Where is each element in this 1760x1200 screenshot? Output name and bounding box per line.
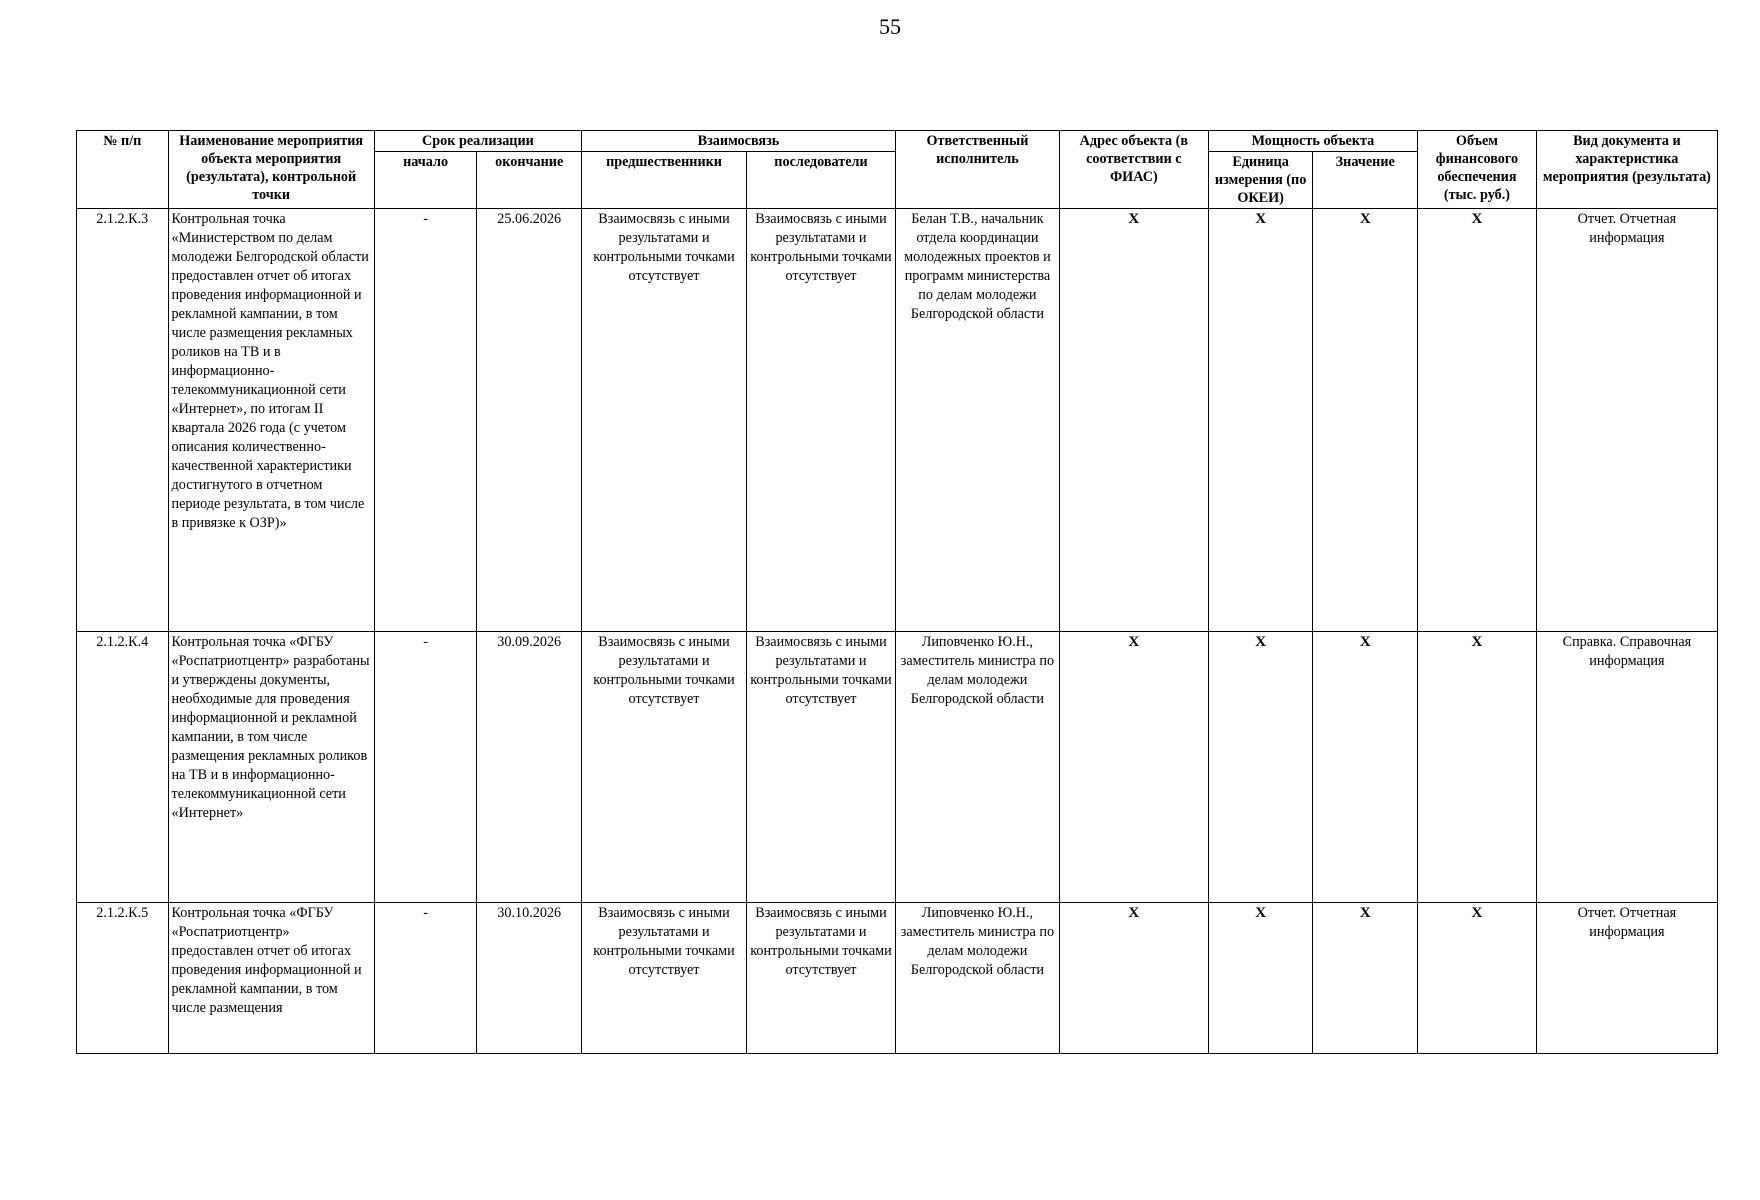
cell-name: Контрольная точка «Министерством по делам молодежи Белгородской области предоставлен отчет об итогах проведения информационной и рекламной кампании, в том числе размещения рекламных роликов на ТВ и в информационно-телекоммуникационной сети «Интернет», по итогам II квартала 2026 года (с учетом описания количественно-качественной характеристики достигнутого в отчетном периоде результата, в том числе в привязке к ОЗР)» <box>168 209 374 632</box>
cell-finance: X <box>1418 632 1537 903</box>
cell-value: X <box>1313 903 1418 1054</box>
cell-predecessors: Взаимосвязь с иными результатами и контрольными точками отсутствует <box>582 209 747 632</box>
cell-successors: Взаимосвязь с иными результатами и контрольными точками отсутствует <box>747 903 896 1054</box>
table-row <box>77 209 1718 632</box>
cell-finance: X <box>1418 903 1537 1054</box>
plan-table <box>76 130 1718 1054</box>
header-value: Значение <box>1313 152 1418 209</box>
cell-name: Контрольная точка «ФГБУ «Роспатриотцентр» разработаны и утверждены документы, необходимые для проведения информационной и рекламной кампании, в том числе размещения рекламных роликов на ТВ и в информационно-телекоммуникационной сети «Интернет» <box>168 632 374 903</box>
cell-address: X <box>1059 903 1208 1054</box>
table-row <box>77 903 1718 1054</box>
header-doc-type: Вид документа и характеристика мероприятия (результата) <box>1536 131 1717 209</box>
cell-start: - <box>374 903 477 1054</box>
cell-doc-type: Справка. Справочная информация <box>1536 632 1717 903</box>
cell-successors: Взаимосвязь с иными результатами и контрольными точками отсутствует <box>747 209 896 632</box>
header-term-start: начало <box>374 152 477 209</box>
cell-predecessors: Взаимосвязь с иными результатами и контрольными точками отсутствует <box>582 903 747 1054</box>
header-relation: Взаимосвязь <box>582 131 896 152</box>
header-row-1 <box>77 131 1718 152</box>
header-predecessors: предшественники <box>582 152 747 209</box>
cell-end: 30.09.2026 <box>477 632 582 903</box>
cell-value: X <box>1313 632 1418 903</box>
cell-unit: X <box>1208 209 1313 632</box>
page-number: 55 <box>879 14 901 39</box>
cell-start: - <box>374 209 477 632</box>
header-address: Адрес объекта (в соответствии с ФИАС) <box>1059 131 1208 209</box>
cell-address: X <box>1059 209 1208 632</box>
cell-responsible: Липовченко Ю.Н., заместитель министра по делам молодежи Белгородской области <box>895 632 1059 903</box>
table-row <box>77 632 1718 903</box>
cell-doc-type: Отчет. Отчетная информация <box>1536 209 1717 632</box>
header-num: № п/п <box>77 131 169 209</box>
header-unit: Единица измерения (по ОКЕИ) <box>1208 152 1313 209</box>
cell-responsible: Липовченко Ю.Н., заместитель министра по делам молодежи Белгородской области <box>895 903 1059 1054</box>
header-term-end: окончание <box>477 152 582 209</box>
cell-start: - <box>374 632 477 903</box>
header-capacity: Мощность объекта <box>1208 131 1417 152</box>
cell-predecessors: Взаимосвязь с иными результатами и контрольными точками отсутствует <box>582 632 747 903</box>
cell-unit: X <box>1208 632 1313 903</box>
cell-name: Контрольная точка «ФГБУ «Роспатриотцентр» предоставлен отчет об итогах проведения информационной и рекламной кампании, в том числе размещения <box>168 903 374 1054</box>
cell-unit: X <box>1208 903 1313 1054</box>
cell-value: X <box>1313 209 1418 632</box>
cell-responsible: Белан Т.В., начальник отдела координации молодежных проектов и программ министерства по делам молодежи Белгородской области <box>895 209 1059 632</box>
header-finance: Объем финансового обеспечения (тыс. руб.) <box>1418 131 1537 209</box>
header-responsible: Ответственный исполнитель <box>895 131 1059 209</box>
cell-num: 2.1.2.К.4 <box>77 632 169 903</box>
cell-num: 2.1.2.К.3 <box>77 209 169 632</box>
cell-end: 30.10.2026 <box>477 903 582 1054</box>
header-successors: последователи <box>747 152 896 209</box>
header-term: Срок реализации <box>374 131 581 152</box>
cell-num: 2.1.2.К.5 <box>77 903 169 1054</box>
header-name: Наименование мероприятия объекта мероприятия (результата), контрольной точки <box>168 131 374 209</box>
cell-finance: X <box>1418 209 1537 632</box>
cell-successors: Взаимосвязь с иными результатами и контрольными точками отсутствует <box>747 632 896 903</box>
cell-doc-type: Отчет. Отчетная информация <box>1536 903 1717 1054</box>
cell-end: 25.06.2026 <box>477 209 582 632</box>
cell-address: X <box>1059 632 1208 903</box>
